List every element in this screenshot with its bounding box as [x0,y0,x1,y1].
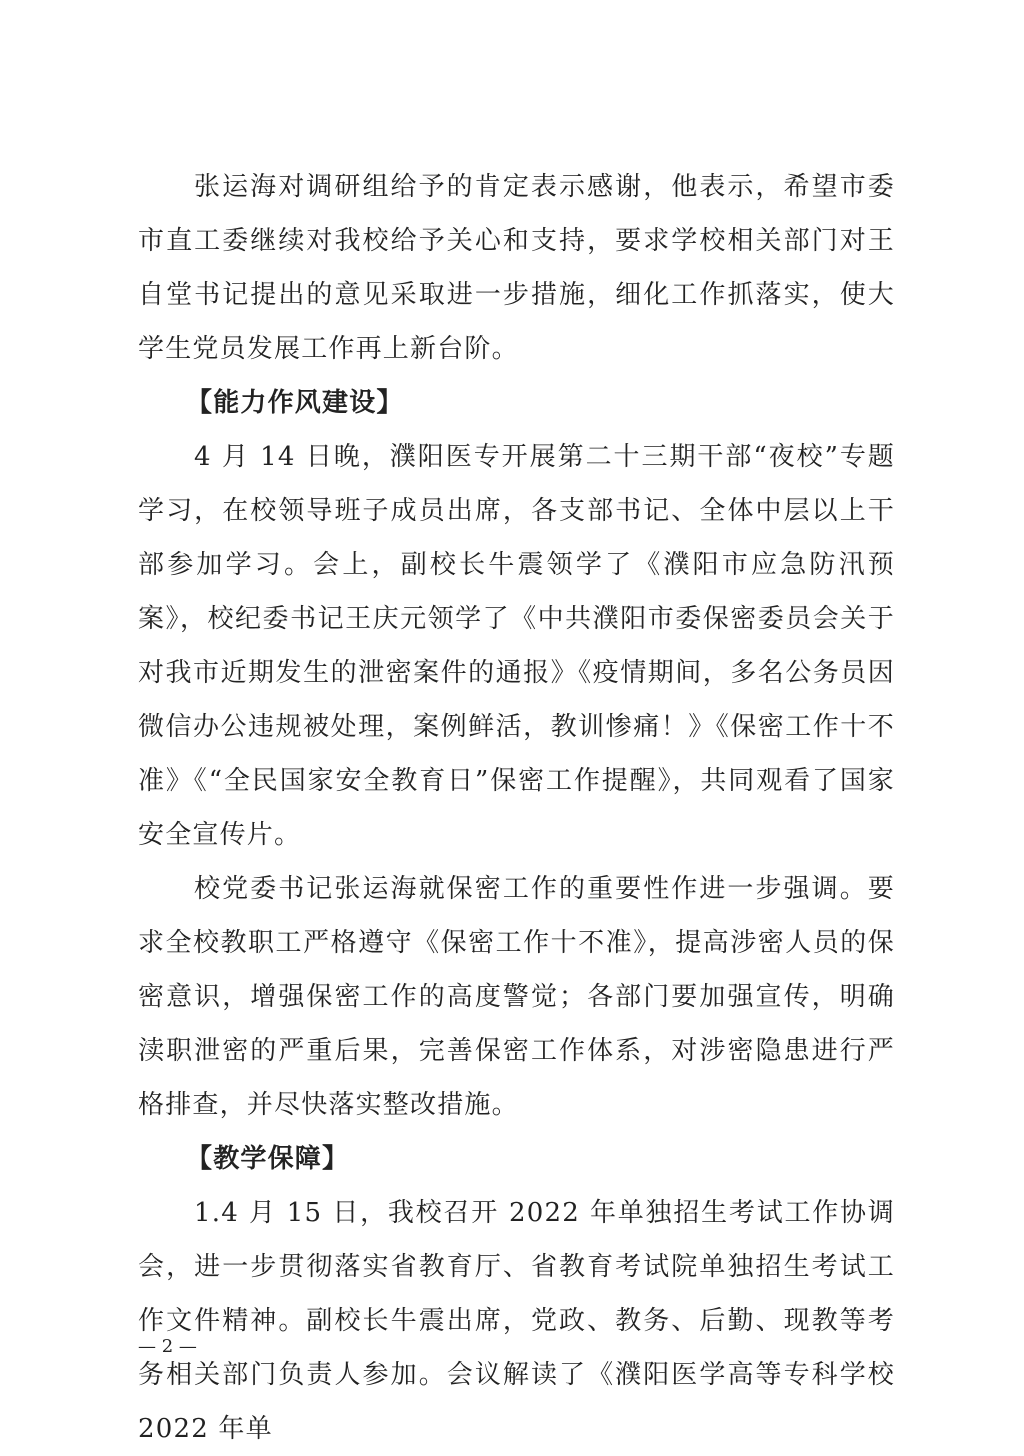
page-number: — 2 — [138,1336,197,1357]
paragraph-thanks: 张运海对调研组给予的肯定表示感谢，他表示，希望市委市直工委继续对我校给予关心和支持，要求学校相关部门对王自堂书记提出的意见采取进一步措施，细化工作抓落实，使大学生党员发展工作再上新台阶。 [138,172,895,364]
section-heading-teaching: 【教学保障】 [186,1144,350,1174]
paragraph-night-school: 4 月 14 日晚，濮阳医专开展第二十三期干部“夜校”专题学习，在校领导班子成员出席，各支部书记、全体中层以上干部参加学习。会上，副校长牛震领学了《濮阳市应急防汛预案》，校纪委书记王庆元领学了《中共濮阳市委保密委员会关于对我市近期发生的泄密案件的通报》《疫情期间，多名公务员因微信办公违规被处理，案例鲜活，教训惨痛！》《保密工作十不准》《“全民国家安全教育日”保密工作提醒》，共同观看了国家安全宣传片。 [138,442,895,850]
paragraph-confidentiality: 校党委书记张运海就保密工作的重要性作进一步强调。要求全校教职工严格遵守《保密工作十不准》，提高涉密人员的保密意识，增强保密工作的高度警觉；各部门要加强宣传，明确渎职泄密的严重后果，完善保密工作体系，对涉密隐患进行严格排查，并尽快落实整改措施。 [138,874,895,1120]
paragraph-admissions-meeting: 1.4 月 15 日，我校召开 2022 年单独招生考试工作协调会，进一步贯彻落实省教育厅、省教育考试院单独招生考试工作文件精神。副校长牛震出席，党政、教务、后勤、现教等考务相关部门负责人参加。会议解读了《濮阳医学高等专科学校 2022 年单 [138,1198,895,1444]
section-heading-capability: 【能力作风建设】 [186,388,404,418]
document-body [138,160,895,1456]
